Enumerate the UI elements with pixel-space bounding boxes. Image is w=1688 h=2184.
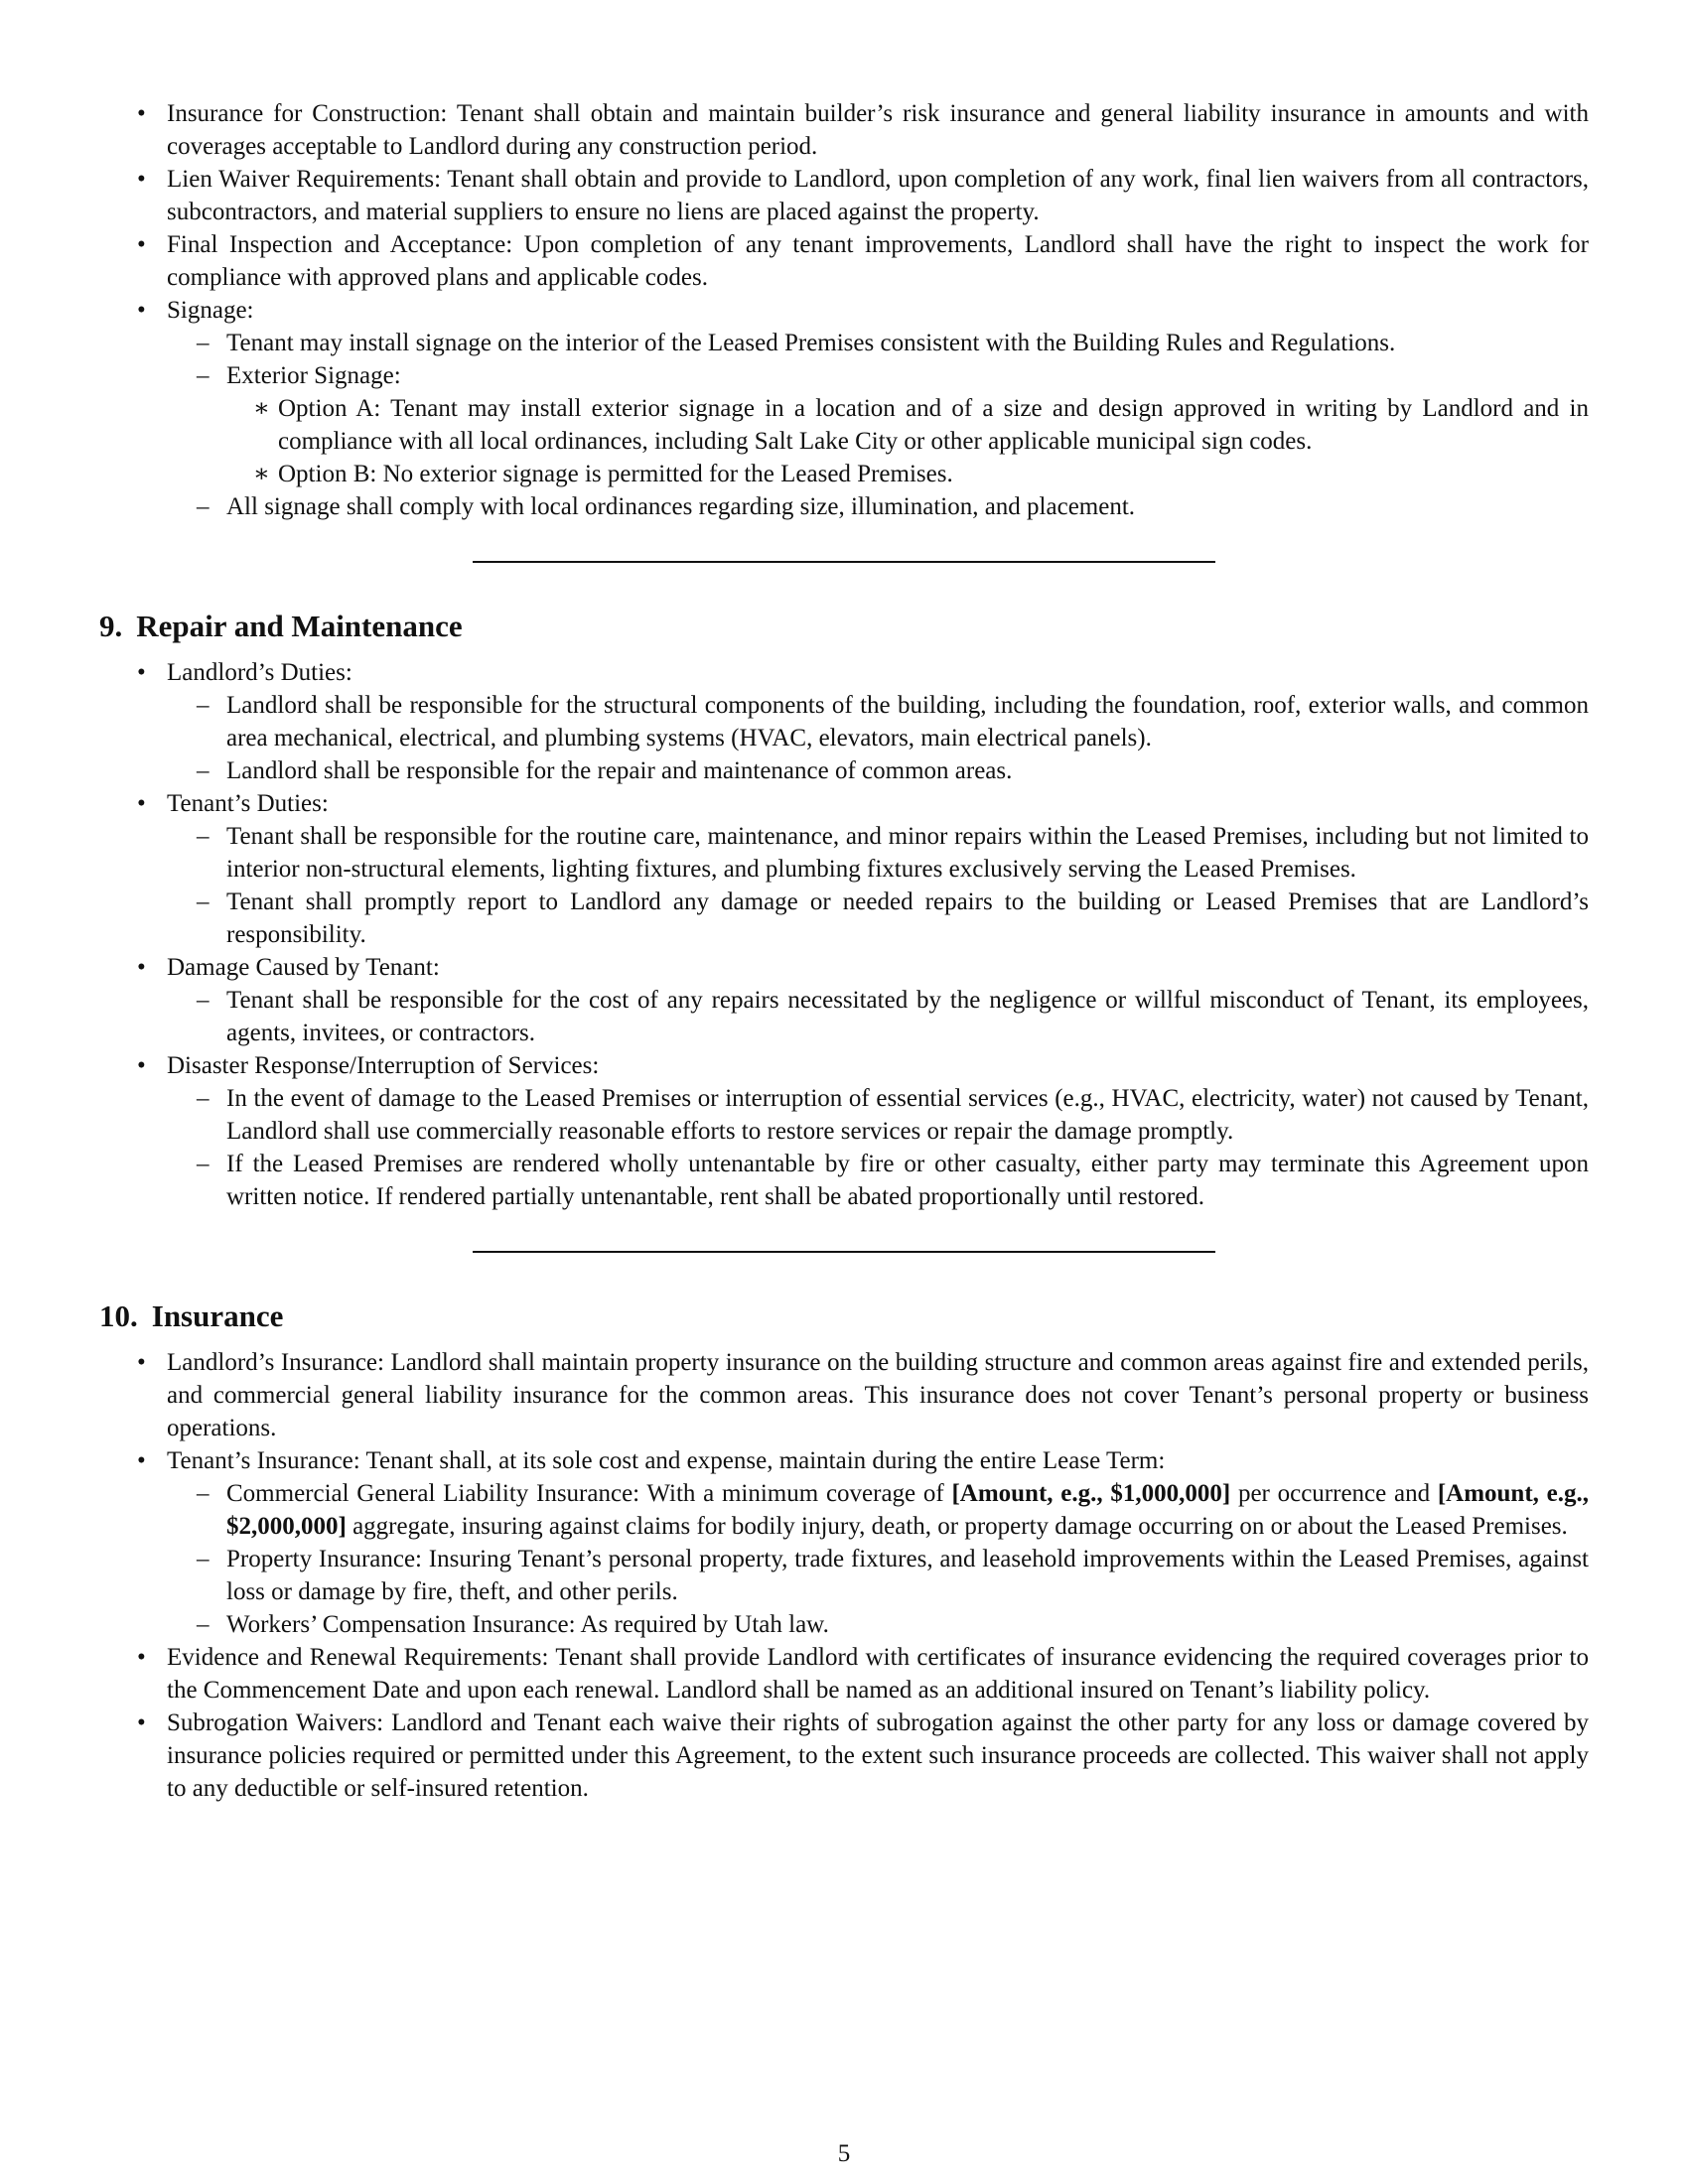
list-item: – Tenant shall be responsible for the routine care, maintenance, and minor repairs within the Leased Premises, including but not limited to interior non-structural elements, lighting fixtures, and plumbing fixtures exclusively serving the Leased Premises. [167, 820, 1589, 886]
coverage-amount-placeholder: [Amount, e.g., $2,000,000] [226, 1480, 1590, 1540]
list-item: – Commercial General Liability Insurance: With a minimum coverage of [Amount, e.g., $1,000,000] per occurrence and [Amount, e.g., $2,000,000] aggregate, insuring against claims for bodily injury, death, or property damage occurring on or about the Leased Premises. [167, 1477, 1589, 1543]
list-item: ∗ Option B: No exterior signage is permitted for the Leased Premises. [226, 458, 1589, 490]
list-item: – All signage shall comply with local ordinances regarding size, illumination, and placement. [167, 490, 1589, 523]
document-page [99, 97, 1589, 1805]
insurance-list [99, 1346, 1589, 1805]
list-item: – Landlord shall be responsible for the structural components of the building, including the foundation, roof, exterior walls, and common area mechanical, electrical, and plumbing systems (HVAC, elevators, main electrical panels). [167, 689, 1589, 754]
coverage-amount-placeholder: [Amount, e.g., $1,000,000] [951, 1480, 1231, 1507]
list-item: – Tenant shall be responsible for the cost of any repairs necessitated by the negligence or willful misconduct of Tenant, its employees, agents, invitees, or contractors. [167, 984, 1589, 1049]
page-number: 5 [837, 2140, 851, 2167]
section-heading: 10. Insurance [99, 1298, 284, 1333]
repair-maintenance-list [99, 656, 1589, 1213]
list-item: • Damage Caused by Tenant: – Tenant shall be responsible for the cost of any repairs necessitated by the negligence or willful misconduct of Tenant, its employees, agents, invitees, or contractors. [99, 951, 1589, 1049]
list-item: • Subrogation Waivers: Landlord and Tenant each waive their rights of subrogation against the other party for any loss or damage covered by insurance policies required or permitted under this Agreement, to the extent such insurance proceeds are collected. This waiver shall not apply to any deductible or self-insured retention. [99, 1706, 1589, 1805]
list-item: – Workers’ Compensation Insurance: As required by Utah law. [167, 1608, 1589, 1641]
list-item: – Landlord shall be responsible for the repair and maintenance of common areas. [167, 754, 1589, 787]
list-item: – In the event of damage to the Leased Premises or interruption of essential services (e.g., HVAC, electricity, water) not caused by Tenant, Landlord shall use commercially reasonable efforts to restore services or repair the damage promptly. [167, 1082, 1589, 1148]
list-item: • Evidence and Renewal Requirements: Tenant shall provide Landlord with certificates of insurance evidencing the required coverages prior to the Commencement Date and upon each renewal. Landlord shall be named as an additional insured on Tenant’s liability policy. [99, 1641, 1589, 1706]
list-item: • Disaster Response/Interruption of Services: – In the event of damage to the Leased Premises or interruption of essential services (e.g., HVAC, electricity, water) not caused by Tenant, Landlord shall use commercially reasonable efforts to restore services or repair the damage promptly. – If the Leased Premises are rendered wholly untenantable by fire or other casualty, either party may terminate this Agreement upon written notice. If rendered partially untenantable, rent shall be abated proportionally until restored. [99, 1049, 1589, 1213]
section-heading: 9. Repair and Maintenance [99, 609, 463, 643]
list-item: • Tenant’s Duties: – Tenant shall be responsible for the routine care, maintenance, and minor repairs within the Leased Premises, including but not limited to interior non-structural elements, lighting fixtures, and plumbing fixtures exclusively serving the Leased Premises. – Tenant shall promptly report to Landlord any damage or needed repairs to the building or Leased Premises that are Landlord’s responsibility. [99, 787, 1589, 951]
list-item: • Insurance for Construction: Tenant shall obtain and maintain builder’s risk insurance and general liability insurance in amounts and with coverages acceptable to Landlord during any construction period. [99, 97, 1589, 163]
construction-list [99, 97, 1589, 523]
list-item: – If the Leased Premises are rendered wholly untenantable by fire or other casualty, either party may terminate this Agreement upon written notice. If rendered partially untenantable, rent shall be abated proportionally until restored. [167, 1148, 1589, 1213]
signage-label: Signage: [167, 297, 254, 324]
exterior-signage-item: – Exterior Signage: ∗ Option A: Tenant may install exterior signage in a location and of a size and design approved in writing by Landlord and in compliance with all local ordinances, including Salt Lake City or other applicable municipal sign codes. ∗ Option B: No exterior signage is permitted for the Leased Premises. [167, 359, 1589, 490]
list-item: • Landlord’s Duties: – Landlord shall be responsible for the structural components of the building, including the foundation, roof, exterior walls, and common area mechanical, electrical, and plumbing systems (HVAC, elevators, main electrical panels). – Landlord shall be responsible for the repair and maintenance of common areas. [99, 656, 1589, 787]
section-divider [473, 1251, 1215, 1253]
list-item: • Final Inspection and Acceptance: Upon completion of any tenant improvements, Landlord shall have the right to inspect the work for compliance with approved plans and applicable codes. [99, 228, 1589, 294]
list-item: – Property Insurance: Insuring Tenant’s personal property, trade fixtures, and leasehold improvements within the Leased Premises, against loss or damage by fire, theft, and other perils. [167, 1543, 1589, 1608]
list-item: – Tenant shall promptly report to Landlord any damage or needed repairs to the building or Leased Premises that are Landlord’s responsibility. [167, 886, 1589, 951]
list-item: • Tenant’s Insurance: Tenant shall, at its sole cost and expense, maintain during the entire Lease Term: – Commercial General Liability Insurance: With a minimum coverage of [Amount, e.g., $1,000,000] per occurrence and [Amount, e.g., $2,000,000] aggregate, insuring against claims for bodily injury, death, or property damage occurring on or about the Leased Premises. – Property Insurance: Insuring Tenant’s personal property, trade fixtures, and leasehold improvements within the Leased Premises, against loss or damage by fire, theft, and other perils. – Workers’ Compensation Insurance: As required by Utah law. [99, 1444, 1589, 1641]
section-divider [473, 561, 1215, 563]
list-item: – Tenant may install signage on the interior of the Leased Premises consistent with the Building Rules and Regulations. [167, 327, 1589, 359]
list-item: • Lien Waiver Requirements: Tenant shall obtain and provide to Landlord, upon completion of any work, final lien waivers from all contractors, subcontractors, and material suppliers to ensure no liens are placed against the property. [99, 163, 1589, 228]
list-item: ∗ Option A: Tenant may install exterior signage in a location and of a size and design approved in writing by Landlord and in compliance with all local ordinances, including Salt Lake City or other applicable municipal sign codes. [226, 392, 1589, 458]
list-item: • Landlord’s Insurance: Landlord shall maintain property insurance on the building structure and common areas against fire and extended perils, and commercial general liability insurance for the common areas. This insurance does not cover Tenant’s personal property or business operations. [99, 1346, 1589, 1444]
signage-item [99, 294, 1589, 523]
